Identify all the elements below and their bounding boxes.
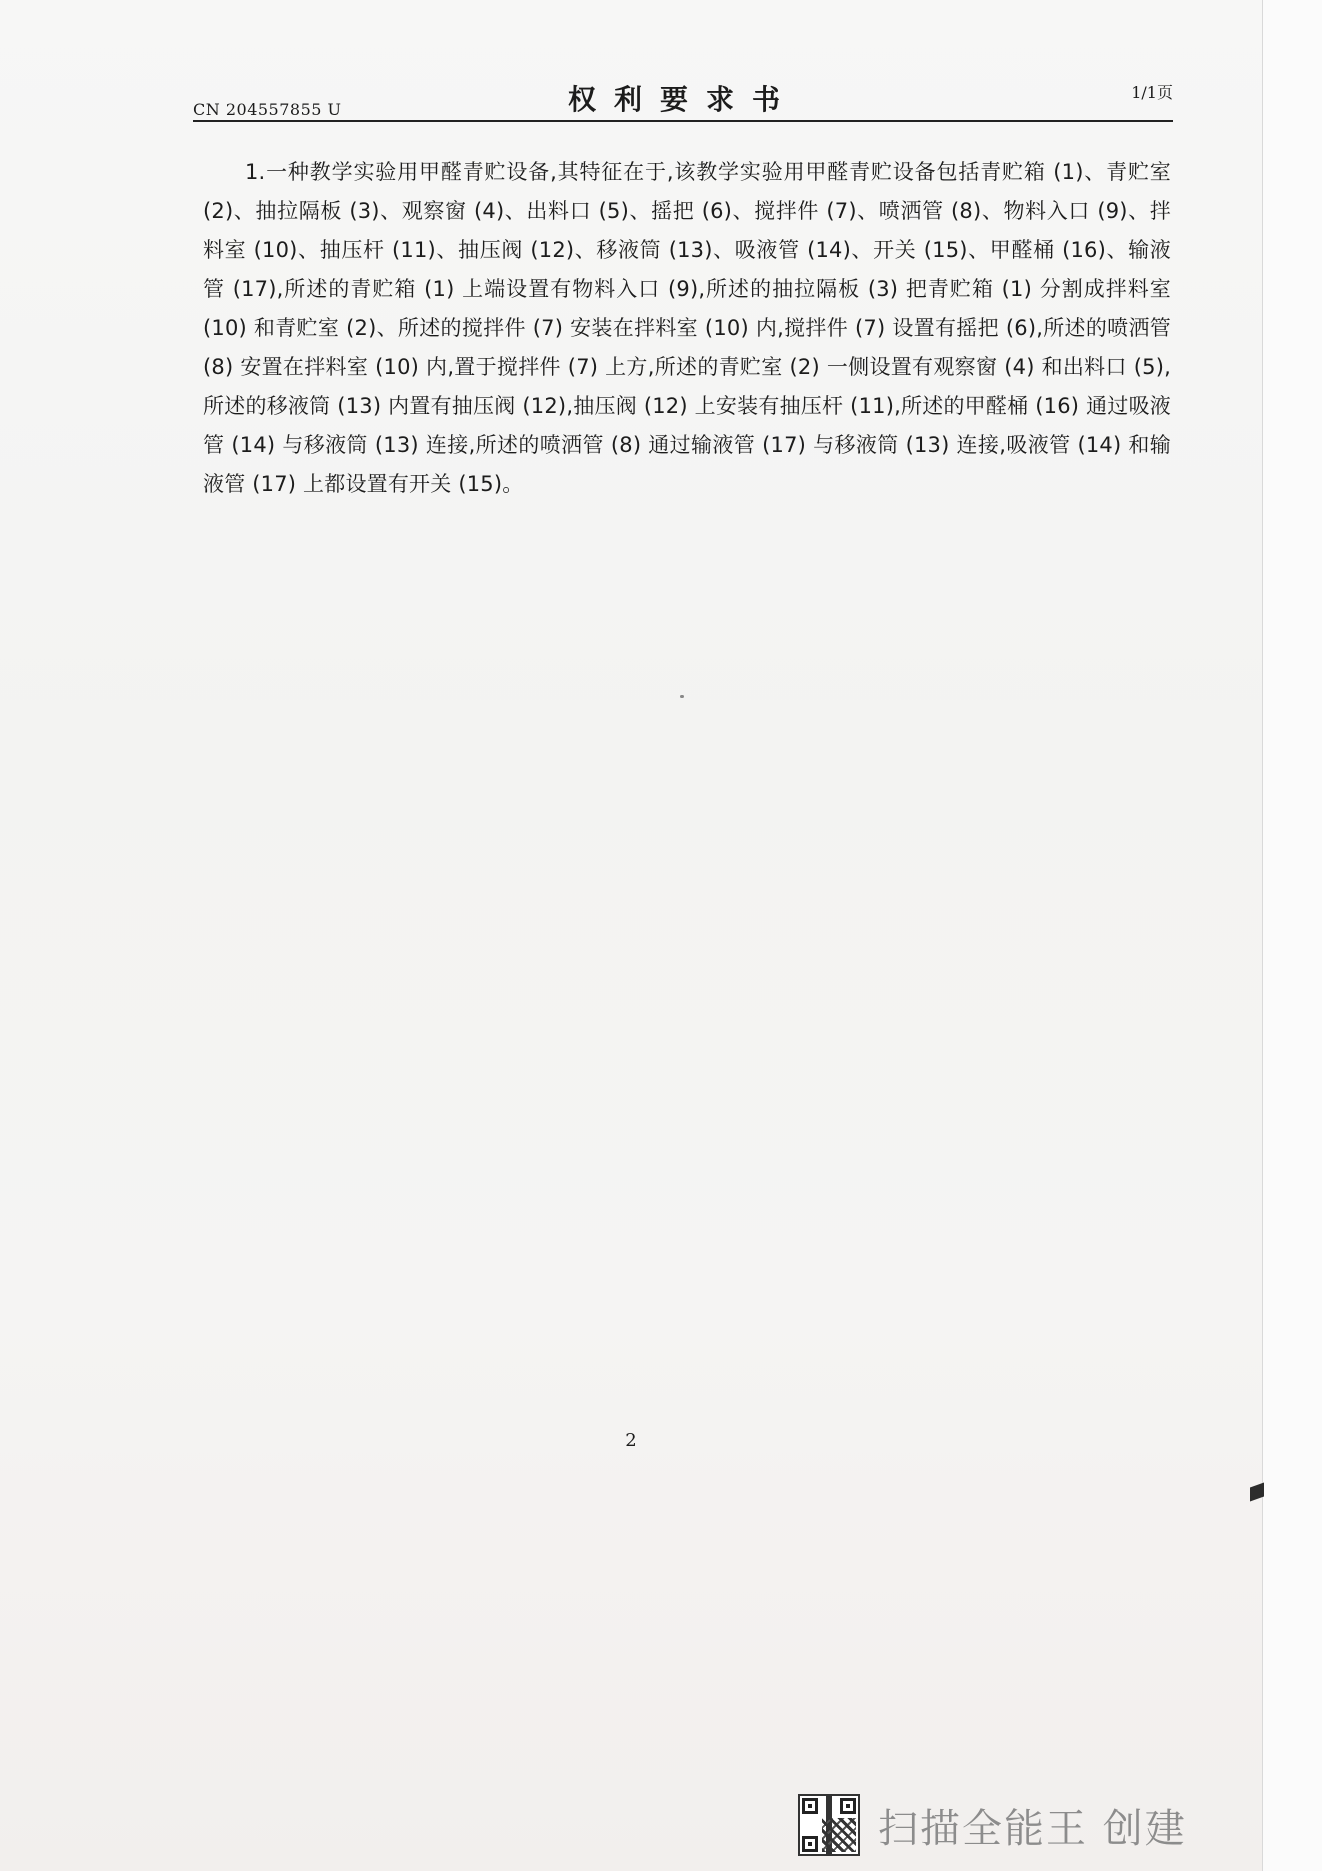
scan-speck xyxy=(680,695,684,698)
page-indicator: 1/1页 xyxy=(1131,83,1173,102)
page-margin-edge xyxy=(1262,0,1322,1871)
patent-number: CN 204557855 U xyxy=(193,100,342,119)
document-header xyxy=(193,72,1173,122)
claim-1-text: 1.一种教学实验用甲醛青贮设备,其特征在于,该教学实验用甲醛青贮设备包括青贮箱 (1)、青贮室 (2)、抽拉隔板 (3)、观察窗 (4)、出料口 (5)、摇把 (6)、搅拌件 (7)、喷洒管 (8)、物料入口 (9)、拌料室 (10)、抽压杆 (11)、抽压阀 (12)、移液筒 (13)、吸液管 (14)、开关 (15)、甲醛桶 (16)、输液管 (17),所述的青贮箱 (1) 上端设置有物料入口 (9),所述的抽拉隔板 (3) 把青贮箱 (1) 分割成拌料室 (10) 和青贮室 (2)、所述的搅拌件 (7) 安装在拌料室 (10) 内,搅拌件 (7) 设置有摇把 (6),所述的喷洒管 (8) 安置在拌料室 (10) 内,置于搅拌件 (7) 上方,所述的青贮室 (2) 一侧设置有观察窗 (4) 和出料口 (5),所述的移液筒 (13) 内置有抽压阀 (12),抽压阀 (12) 上安装有抽压杆 (11),所述的甲醛桶 (16) 通过吸液管 (14) 与移液筒 (13) 连接,所述的喷洒管 (8) 通过输液管 (17) 与移液筒 (13) 连接,吸液管 (14) 和输液管 (17) 上都设置有开关 (15)。 xyxy=(203,160,1171,496)
page-number: 2 xyxy=(625,1430,637,1451)
qr-code-icon xyxy=(798,1794,860,1856)
watermark-text: 扫描全能王 创建 xyxy=(878,1805,1187,1852)
document-title: 权利要求书 xyxy=(567,83,798,116)
scanner-watermark xyxy=(798,1792,1187,1858)
header-divider xyxy=(193,120,1173,122)
